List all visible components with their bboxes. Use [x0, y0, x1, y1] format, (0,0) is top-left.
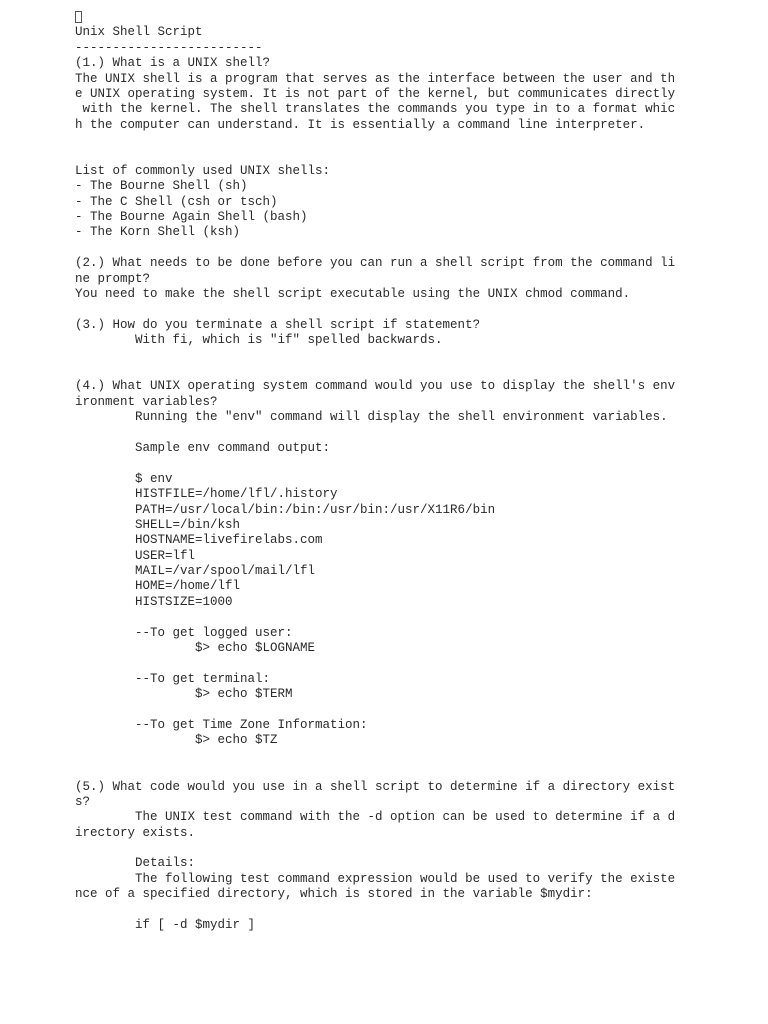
code-line: $> echo $TERM: [75, 687, 293, 702]
tip-heading: --To get logged user:: [75, 625, 293, 640]
question-3: (3.) How do you terminate a shell script if statement?: [75, 317, 481, 332]
question-2-line-2: ne prompt?: [75, 271, 151, 286]
shells-list-item: - The Korn Shell (ksh): [75, 225, 241, 240]
blank-line: [75, 364, 755, 379]
details-line-1: The following test command expression would be used to verify the existe: [75, 871, 676, 886]
question-4-line-2: ironment variables?: [75, 394, 218, 409]
blank-line: [75, 426, 755, 441]
answer-5-line-1: The UNIX test command with the -d option can be used to determine if a d: [75, 810, 676, 825]
details-label: Details:: [75, 856, 196, 871]
sample-output-label: Sample env command output:: [75, 440, 331, 455]
answer-1-line-3: with the kernel. The shell translates the commands you type in to a format whic: [75, 102, 676, 117]
answer-1-line-1: The UNIX shell is a program that serves as the interface between the user and th: [75, 71, 676, 86]
blank-line: [75, 456, 755, 471]
code-line: HISTFILE=/home/lfl/.history: [75, 487, 338, 502]
code-line: $ env: [75, 471, 173, 486]
blank-line: [75, 703, 755, 718]
title-underline: -------------------------: [75, 40, 263, 55]
blank-line: [75, 841, 755, 856]
blank-line: [75, 349, 755, 364]
blank-line: [75, 302, 755, 317]
answer-1-line-2: e UNIX operating system. It is not part of the kernel, but communicates directly: [75, 86, 676, 101]
blank-line: [75, 903, 755, 918]
tip-heading: --To get Time Zone Information:: [75, 717, 368, 732]
blank-line: [75, 656, 755, 671]
blank-line: [75, 610, 755, 625]
code-line: HOME=/home/lfl: [75, 579, 241, 594]
code-line: PATH=/usr/local/bin:/bin:/usr/bin:/usr/X11R6/bin: [75, 502, 496, 517]
code-line: MAIL=/var/spool/mail/lfl: [75, 564, 316, 579]
blank-line: [75, 749, 755, 764]
shells-list-item: - The C Shell (csh or tsch): [75, 194, 278, 209]
blank-line: [75, 149, 755, 164]
tip-heading: --To get terminal:: [75, 671, 271, 686]
question-4-line-1: (4.) What UNIX operating system command would you use to display the shell's env: [75, 379, 676, 394]
code-line: USER=lfl: [75, 548, 196, 563]
code-line: HISTSIZE=1000: [75, 594, 233, 609]
blank-line: [75, 764, 755, 779]
question-5-line-1: (5.) What code would you use in a shell script to determine if a directory exist: [75, 779, 676, 794]
question-1: (1.) What is a UNIX shell?: [75, 56, 271, 71]
answer-4: Running the "env" command will display the shell environment variables.: [75, 410, 668, 425]
details-line-2: nce of a specified directory, which is stored in the variable $mydir:: [75, 887, 593, 902]
answer-2: You need to make the shell script executable using the UNIX chmod command.: [75, 287, 631, 302]
answer-5-line-2: irectory exists.: [75, 825, 196, 840]
unknown-glyph-icon: [75, 10, 755, 25]
code-line: HOSTNAME=livefirelabs.com: [75, 533, 323, 548]
shells-list-item: - The Bourne Shell (sh): [75, 179, 248, 194]
code-line: if [ -d $mydir ]: [75, 918, 256, 933]
missing-character-box: [75, 11, 82, 23]
code-line: SHELL=/bin/ksh: [75, 517, 241, 532]
question-2-line-1: (2.) What needs to be done before you can run a shell script from the command li: [75, 256, 676, 271]
code-line: $> echo $TZ: [75, 733, 278, 748]
blank-line: [75, 241, 755, 256]
answer-3: With fi, which is "if" spelled backwards.: [75, 333, 443, 348]
document-page: [75, 10, 755, 933]
blank-line: [75, 133, 755, 148]
question-5-line-2: s?: [75, 794, 91, 809]
shells-list-item: - The Bourne Again Shell (bash): [75, 210, 308, 225]
document-title: Unix Shell Script: [75, 25, 203, 40]
code-line: $> echo $LOGNAME: [75, 641, 316, 656]
answer-1-line-4: h the computer can understand. It is essentially a command line interpreter.: [75, 117, 646, 132]
shells-list-heading: List of commonly used UNIX shells:: [75, 163, 331, 178]
